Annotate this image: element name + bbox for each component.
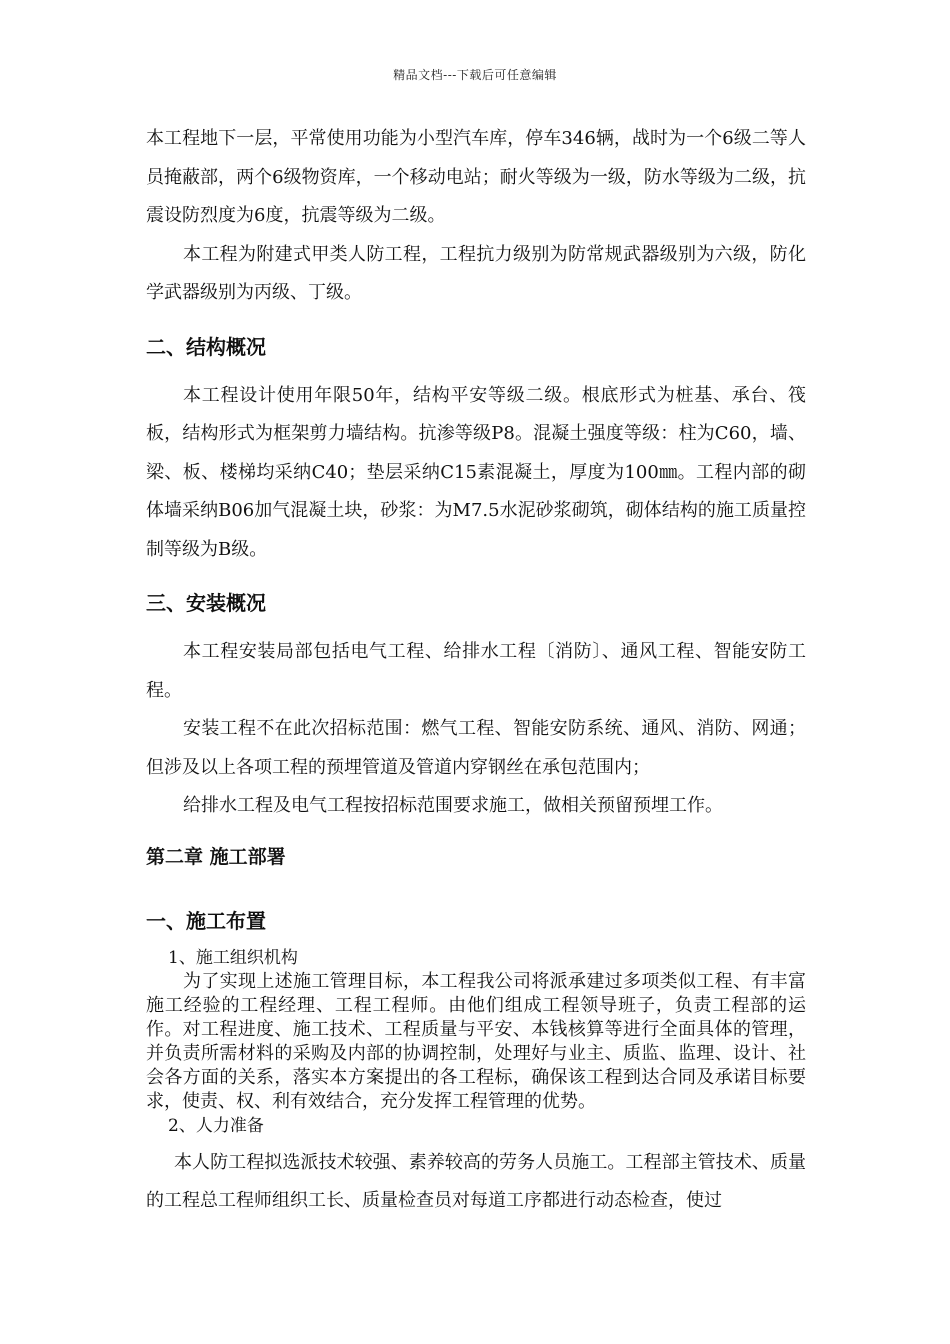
paragraph-installation-scope: 本工程安装局部包括电气工程、给排水工程〔消防〕、通风工程、智能安防工程。 <box>146 641 806 701</box>
heading-structure-overview: 二、结构概况 <box>146 334 266 359</box>
subheading-manpower: 2、人力准备 <box>168 1115 264 1136</box>
document-body <box>146 120 806 1220</box>
heading-installation-overview: 三、安装概况 <box>146 591 266 615</box>
page-header: 精品文档---下载后可任意编辑 <box>393 68 557 82</box>
paragraph-organization: 为了实现上述施工管理目标，本工程我公司将派承建过多项类似工程、有丰富施工经验的工程经理、工程工程师。由他们组成工程领导班子，负责工程部的运作。对工程进度、施工技术、工程质量与平安、本钱核算等进行全面具体的管理，并负责所需材料的采购及内部的协调控制，处理好与业主、质监、监理、设计、社会各方面的关系，落实本方案提出的各工程标，确保该工程到达合同及承诺目标要求，使责、权、利有效结合，充分发挥工程管理的优势。 <box>146 970 806 1112</box>
paragraph-building-overview: 本工程地下一层，平常使用功能为小型汽车库，停车346辆，战时为一个6级二等人员掩蔽部，两个6级物资库，一个移动电站；耐火等级为一级，防水等级为二级，抗震设防烈度为6度，抗震等级为二级。 <box>146 128 806 226</box>
paragraph-installation-plumbing: 给排水工程及电气工程按招标范围要求施工，做相关预留预埋工作。 <box>183 795 723 816</box>
heading-chapter-2: 第二章 施工部署 <box>146 845 286 868</box>
paragraph-structure: 本工程设计使用年限50年，结构平安等级二级。根底形式为桩基、承台、筏板，结构形式为框架剪力墙结构。抗渗等级P8。混凝土强度等级：柱为C60，墙、梁、板、楼梯均采纳C40；垫层采纳C15素混凝土，厚度为100㎜。工程内部的砌体墙采纳B06加气混凝土块，砂浆：为M7.5水泥砂浆砌筑，砌体结构的施工质量控制等级为B级。 <box>146 384 806 560</box>
paragraph-civil-defense: 本工程为附建式甲类人防工程，工程抗力级别为防常规武器级别为六级，防化学武器级别为丙级、丁级。 <box>146 243 806 303</box>
heading-construction-layout: 一、施工布置 <box>146 908 266 933</box>
paragraph-installation-excluded: 安装工程不在此次招标范围：燃气工程、智能安防系统、通风、消防、网通；但涉及以上各项工程的预埋管道及管道内穿钢丝在承包范围内； <box>146 718 806 778</box>
paragraph-manpower: 本人防工程拟选派技术较强、素养较高的劳务人员施工。工程部主管技术、质量的工程总工程师组织工长、质量检查员对每道工序都进行动态检查，使过 <box>146 1151 806 1211</box>
subheading-organization: 1、施工组织机构 <box>168 947 298 968</box>
